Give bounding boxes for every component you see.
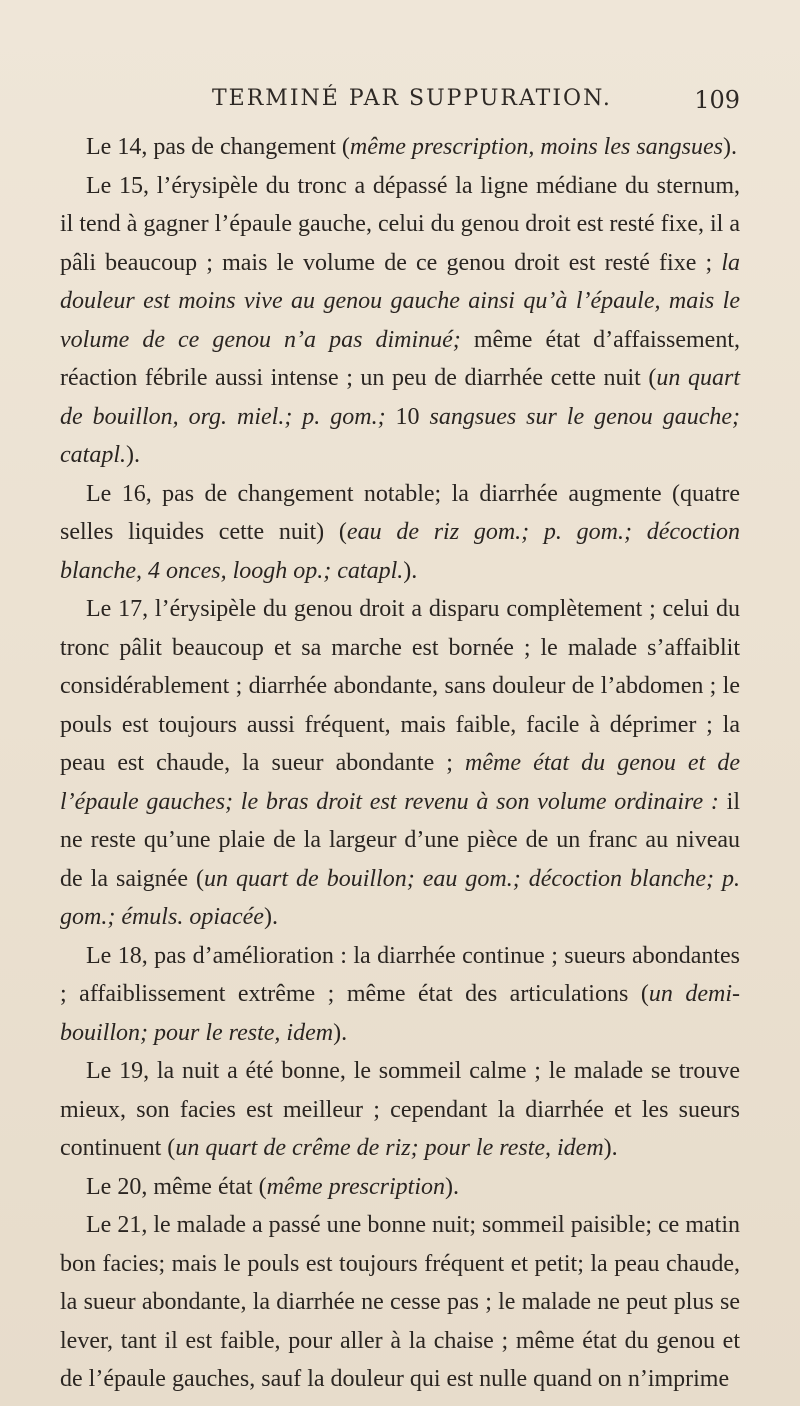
paragraph-day-20 (60, 1168, 740, 1207)
text-run: Le 14, pas de changement ( (86, 134, 350, 160)
text-run: Le 17, l’érysipèle du genou droit a disparu complètement ; celui du tronc pâlit beaucoup et sa marche est bornée ; le malade s’affaiblit considérablement ; diarrhée abondante, sans douleur de l’abdomen ; le pouls est toujours aussi fréquent, mais faible, facile à déprimer ; la peau est chaude, la sueur abondante ; (60, 596, 740, 776)
paragraph-day-14 (60, 128, 740, 167)
text-run: ). (445, 1173, 459, 1200)
text-run: Le 20, même état ( (86, 1173, 267, 1200)
text-run-italic: sangsues sur le genou gauche; catapl. (60, 403, 741, 468)
text-run: ). (263, 904, 278, 930)
text-run-italic: un quart de bouillon, org. miel.; p. gom.; (60, 365, 741, 430)
text-run: Le 16, pas de changement notable; la diarrhée augmente (quatre selles liquides cette nuit) ( (60, 480, 740, 545)
page-number: 109 (694, 86, 740, 114)
text-run: ). (126, 442, 140, 468)
text-run-italic: eau de riz gom.; p. gom.; décoction blanche, 4 onces, loogh op.; catapl. (60, 519, 740, 584)
body-text (60, 128, 740, 1399)
text-run-italic: même prescription, moins les sangsues (349, 134, 723, 160)
text-run-italic: même prescription (266, 1173, 445, 1200)
text-run: même état d’affaissement, réaction fébrile aussi intense ; un peu de diarrhée cette nuit ( (60, 326, 741, 391)
text-run-italic: un demi-bouillon; pour le reste, idem (60, 981, 740, 1046)
text-run: il ne reste qu’une plaie de la largeur d’une pièce de un franc au niveau de la saignée ( (60, 788, 740, 892)
text-run-italic: la douleur est moins vive au genou gauche ainsi qu’à l’épaule, mais le volume de ce genou n’a pas diminué; (60, 249, 740, 353)
text-run-italic: même état du genou et de l’épaule gauches; le bras droit est revenu à son volume ordinaire : (60, 750, 740, 815)
text-run: 10 (385, 403, 430, 430)
page-header (60, 86, 740, 120)
text-run-italic: un quart de bouillon; eau gom.; décoction blanche; p. gom.; émuls. opiacée (60, 865, 740, 930)
text-run-italic: un quart de crême de riz; pour le reste, idem (175, 1135, 604, 1161)
text-run: Le 21, le malade a passé une bonne nuit; sommeil paisible; ce matin bon facies; mais le pouls est toujours fréquent et petit; la peau chaude, la sueur abondante, la diarrhée ne cesse pas ; le malade ne peut plus se lever, tant il est faible, pour aller à la chaise ; même état du genou et de l’épaule gauches, sauf la douleur qui est nulle quand on n’imprime (60, 1212, 740, 1392)
paragraph-day-15 (60, 167, 740, 475)
paragraph-day-17 (60, 590, 740, 937)
paragraph-day-18 (60, 937, 740, 1053)
text-run: ). (722, 134, 737, 160)
text-run: ). (333, 1019, 348, 1046)
text-run: ). (403, 557, 418, 584)
paragraph-day-16 (60, 475, 740, 591)
text-run: ). (603, 1135, 618, 1161)
text-run: Le 19, la nuit a été bonne, le sommeil calme ; le malade se trouve mieux, son facies est meilleur ; cependant la diarrhée et les sueurs continuent ( (60, 1058, 740, 1161)
text-run: Le 15, l’érysipèle du tronc a dépassé la ligne médiane du sternum, il tend à gagner l’épaule gauche, celui du genou droit est resté fixe, il a pâli beaucoup ; mais le volume de ce genou droit est resté fixe ; (60, 172, 740, 276)
running-head: TERMINÉ PAR SUPPURATION. (212, 86, 612, 111)
text-run: Le 18, pas d’amélioration : la diarrhée continue ; sueurs abondantes ; affaiblissement extrême ; même état des articulations ( (60, 942, 740, 1007)
paragraph-day-19 (60, 1052, 740, 1168)
paragraph-day-21 (60, 1206, 740, 1399)
